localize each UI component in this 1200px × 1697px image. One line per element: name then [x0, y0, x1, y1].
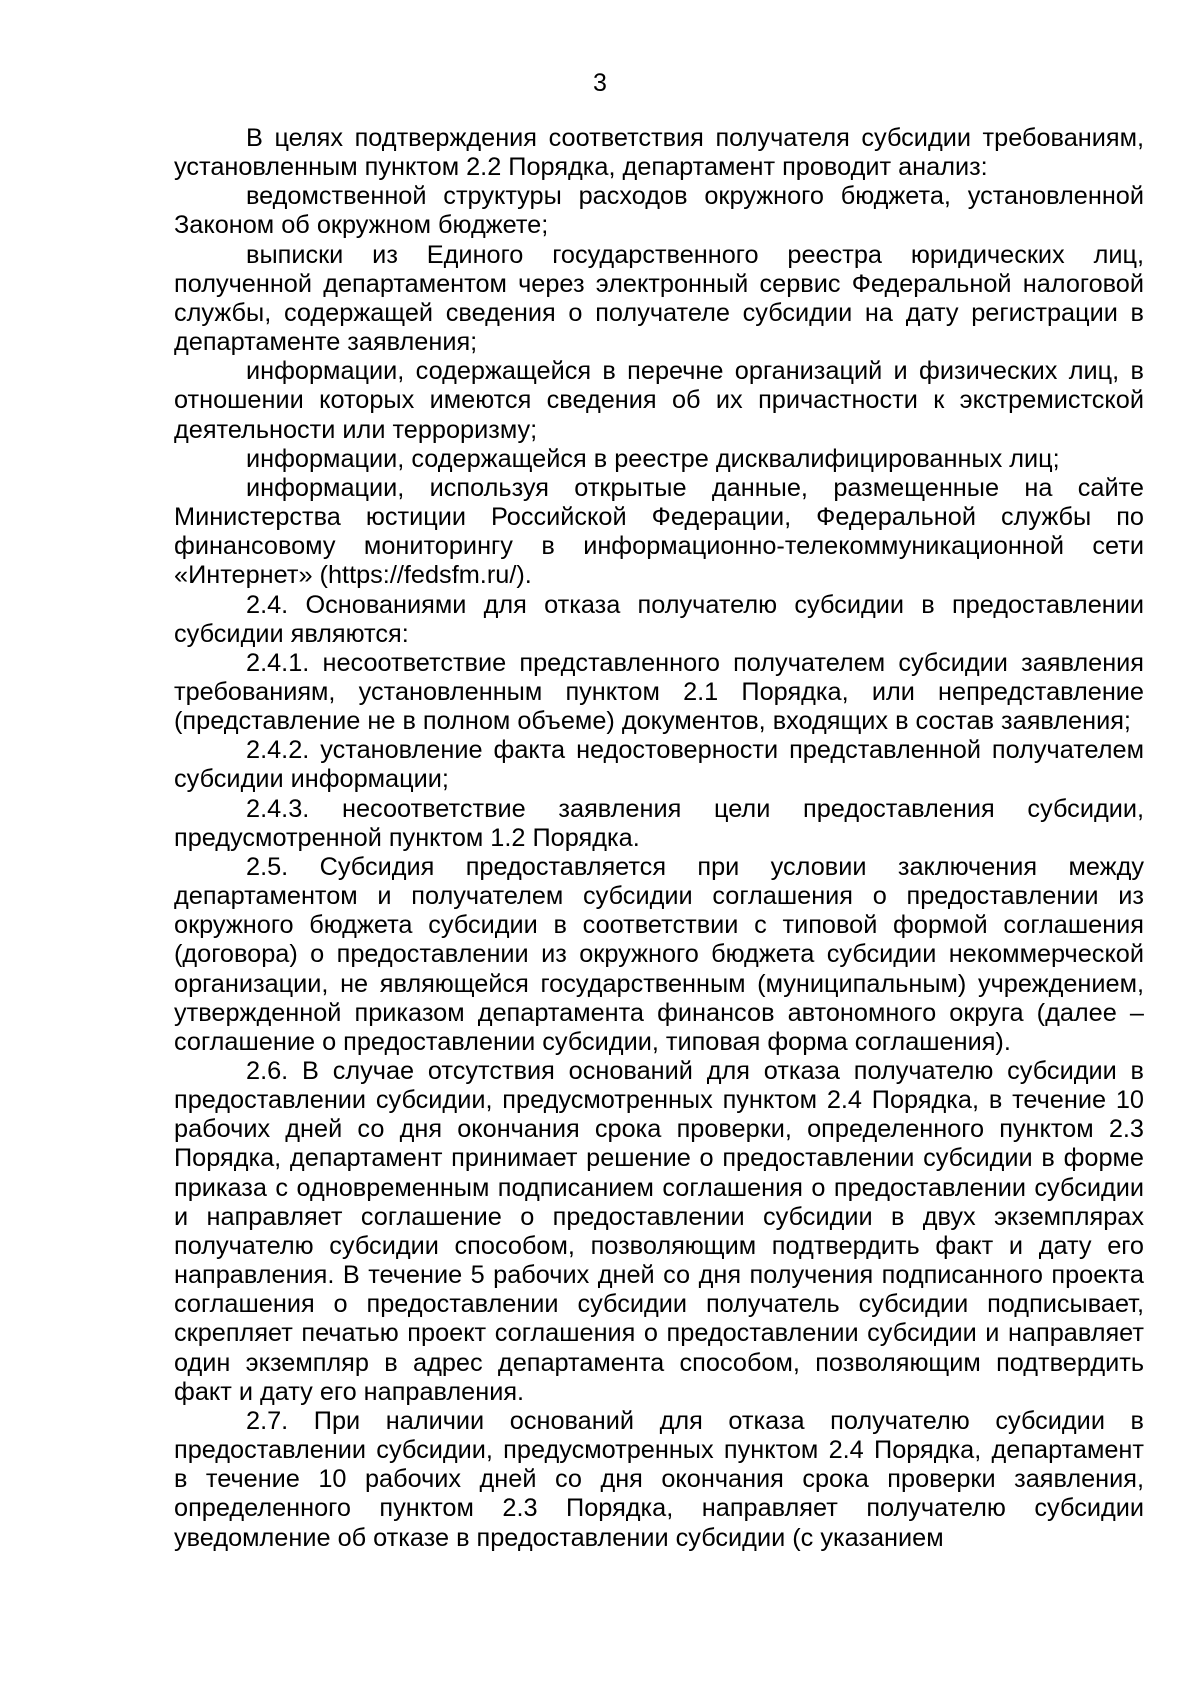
- paragraph: 2.7. При наличии оснований для отказа получателю субсидии в предоставлении субсидии, предусмотренных пунктом 2.4 Порядка, департамент в течение 10 рабочих дней со дня окончания срока проверки заявления, определенного пунктом 2.3 Порядка, направляет получателю субсидии уведомление об отказе в предоставлении субсидии (с указанием: [174, 1406, 1144, 1552]
- paragraph: информации, содержащейся в перечне организаций и физических лиц, в отношении которых имеются сведения об их причастности к экстремистской деятельности или терроризму;: [174, 357, 1144, 444]
- paragraph: информации, используя открытые данные, размещенные на сайте Министерства юстиции Российской Федерации, Федеральной службы по финансовому мониторингу в информационно-телекоммуникационной сети «Интернет» (https://fedsfm.ru/).: [174, 473, 1144, 590]
- paragraph: информации, содержащейся в реестре дисквалифицированных лиц;: [246, 444, 1060, 473]
- paragraph: В целях подтверждения соответствия получателя субсидии требованиям, установленным пунктом 2.2 Порядка, департамент проводит анализ:: [174, 124, 1144, 182]
- paragraph: ведомственной структуры расходов окружного бюджета, установленной Законом об окружном бюджете;: [174, 182, 1144, 240]
- paragraph: 2.5. Субсидия предоставляется при условии заключения между департаментом и получателем субсидии соглашения о предоставлении из окружного бюджета субсидии в соответствии с типовой формой соглашения (договора) о предоставлении из окружного бюджета субсидии некоммерческой организации, не являющейся государственным (муниципальным) учреждением, утвержденной приказом департамента финансов автономного округа (далее – соглашение о предоставлении субсидии, типовая форма соглашения).: [174, 852, 1144, 1056]
- page-number: 3: [593, 69, 607, 97]
- paragraph: 2.4. Основаниями для отказа получателю субсидии в предоставлении субсидии являются:: [174, 590, 1144, 648]
- paragraph: 2.4.2. установление факта недостоверности представленной получателем субсидии информации;: [174, 736, 1144, 794]
- paragraph: 2.4.1. несоответствие представленного получателем субсидии заявления требованиям, установленным пунктом 2.1 Порядка, или непредставление (представление не в полном объеме) документов, входящих в состав заявления;: [174, 648, 1144, 736]
- paragraph: выписки из Единого государственного реестра юридических лиц, полученной департаментом через электронный сервис Федеральной налоговой службы, содержащей сведения о получателе субсидии на дату регистрации в департаменте заявления;: [174, 240, 1144, 357]
- paragraph: 2.4.3. несоответствие заявления цели предоставления субсидии, предусмотренной пунктом 1.2 Порядка.: [174, 794, 1144, 852]
- paragraph: 2.6. В случае отсутствия оснований для отказа получателю субсидии в предоставлении субсидии, предусмотренных пунктом 2.4 Порядка, в течение 10 рабочих дней со дня окончания срока проверки, определенного пунктом 2.3 Порядка, департамент принимает решение о предоставлении субсидии в форме приказа с одновременным подписанием соглашения о предоставлении субсидии и направляет соглашение о предоставлении субсидии в двух экземплярах получателю субсидии способом, позволяющим подтвердить факт и дату его направления. В течение 5 рабочих дней со дня получения подписанного проекта соглашения о предоставлении субсидии получатель субсидии подписывает, скрепляет печатью проект соглашения о предоставлении субсидии и направляет один экземпляр в адрес департамента способом, позволяющим подтвердить факт и дату его направления.: [174, 1057, 1144, 1406]
- document-body: [174, 124, 1144, 1553]
